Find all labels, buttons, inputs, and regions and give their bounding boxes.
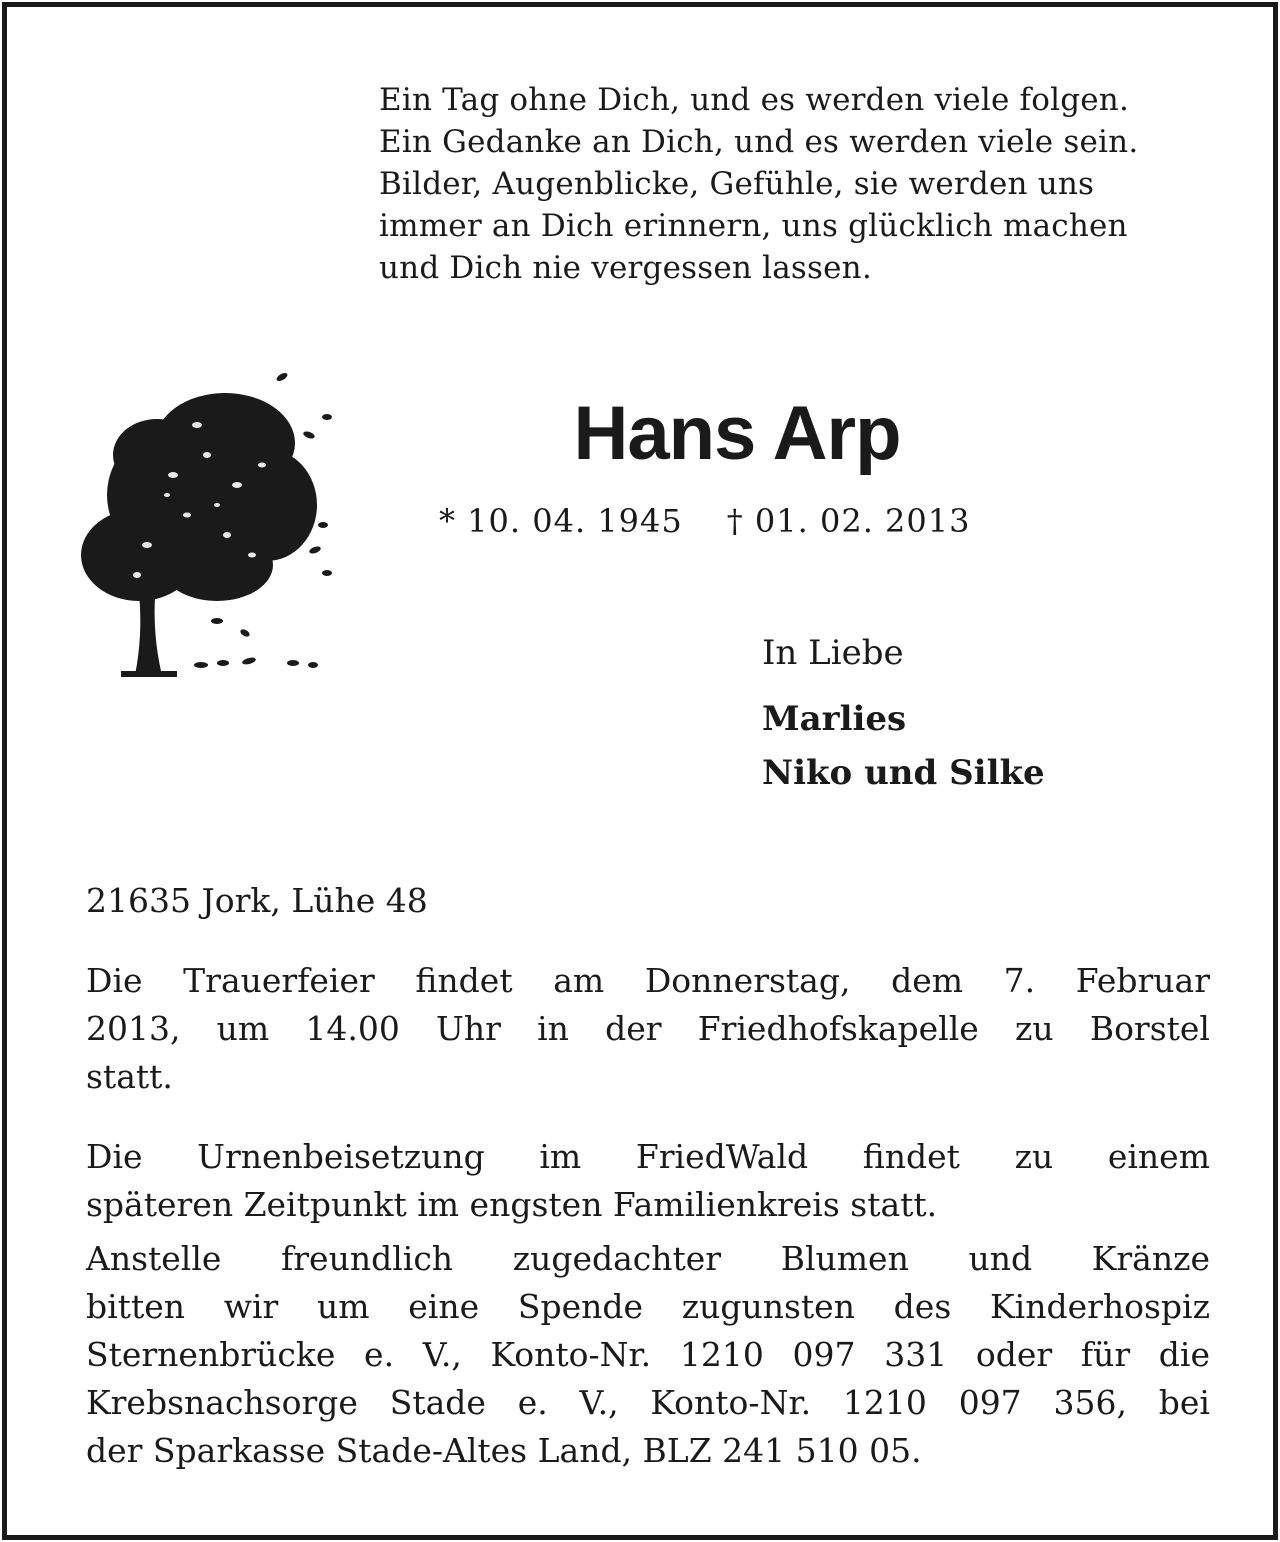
funeral-service-paragraph — [86, 957, 1210, 1101]
poem-line: Ein Tag ohne Dich, und es werden viele folgen. — [379, 82, 1130, 118]
family-address: 21635 Jork, Lühe 48 — [86, 881, 428, 920]
paragraph-line: Die Urnenbeisetzung im FriedWald findet zu einem — [86, 1137, 1210, 1176]
paragraph-line: Die Trauerfeier findet am Donnerstag, dem 7. Februar — [86, 961, 1210, 1000]
poem-line: immer an Dich erinnern, uns glücklich machen — [379, 208, 1128, 244]
donation-paragraph — [86, 1235, 1210, 1475]
deceased-name: Hans Arp — [573, 391, 901, 476]
memorial-poem — [379, 79, 1239, 289]
birth-date: * 10. 04. 1945 — [439, 502, 683, 540]
windblown-tree-icon — [77, 365, 339, 681]
paragraph-line: Sternenbrücke e. V., Konto-Nr. 1210 097 331 oder für die — [86, 1335, 1210, 1374]
paragraph-line: bitten wir um eine Spende zugunsten des Kinderhospiz — [86, 1287, 1210, 1326]
poem-line: Bilder, Augenblicke, Gefühle, sie werden uns — [379, 166, 1095, 202]
paragraph-line: der Sparkasse Stade-Altes Land, BLZ 241 510 05. — [86, 1431, 922, 1470]
signers — [762, 692, 1045, 800]
obituary-notice — [2, 2, 1278, 1540]
paragraph-line: Anstelle freundlich zugedachter Blumen und Kränze — [86, 1239, 1210, 1278]
closing-phrase: In Liebe — [762, 633, 904, 673]
paragraph-line: statt. — [86, 1057, 173, 1096]
poem-line: Ein Gedanke an Dich, und es werden viele sein. — [379, 124, 1139, 160]
poem-line: und Dich nie vergessen lassen. — [379, 250, 872, 286]
paragraph-line: 2013, um 14.00 Uhr in der Friedhofskapelle zu Borstel — [86, 1009, 1210, 1048]
death-date: † 01. 02. 2013 — [726, 502, 971, 540]
life-dates — [439, 501, 970, 541]
urn-burial-paragraph — [86, 1133, 1210, 1229]
signer-name: Marlies — [762, 699, 907, 739]
signer-name: Niko und Silke — [762, 753, 1045, 793]
paragraph-line: späteren Zeitpunkt im engsten Familienkreis statt. — [86, 1185, 938, 1224]
paragraph-line: Krebsnachsorge Stade e. V., Konto-Nr. 1210 097 356, bei — [86, 1383, 1210, 1422]
